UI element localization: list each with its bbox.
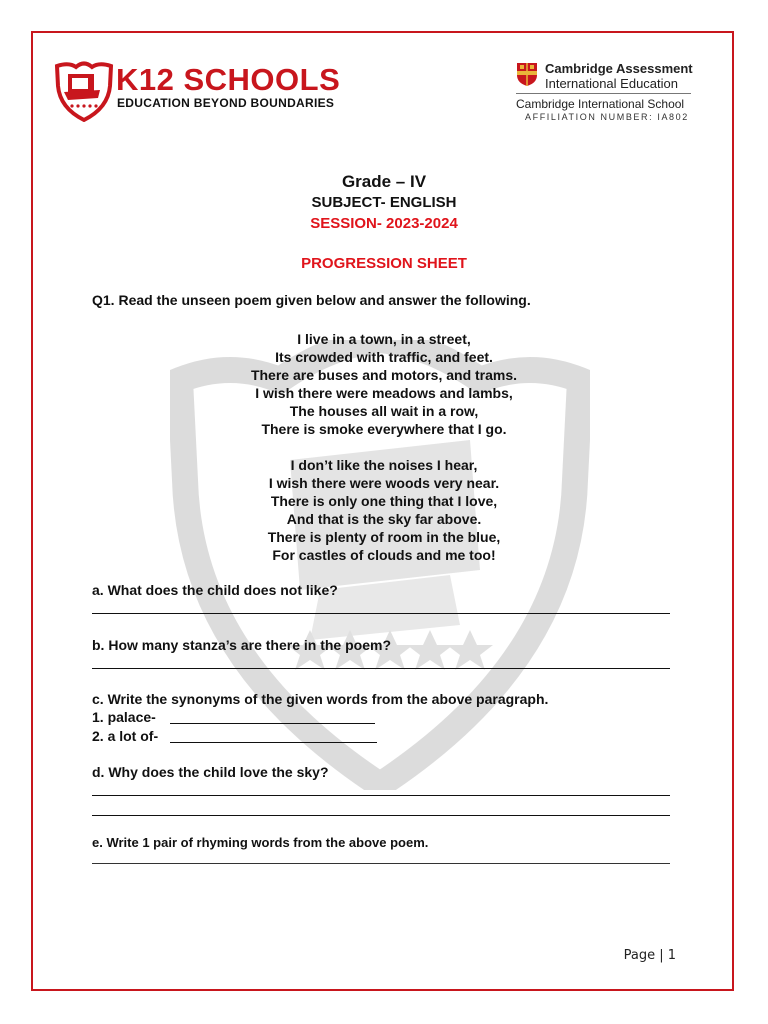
school-tagline: EDUCATION BEYOND BOUNDARIES xyxy=(117,96,335,110)
question-c2: 2. a lot of- xyxy=(92,728,159,744)
poem-line: The houses all wait in a row, xyxy=(289,403,479,419)
poem-line: There is only one thing that I love, xyxy=(270,493,498,509)
answer-line-d1[interactable] xyxy=(92,795,670,796)
cambridge-divider xyxy=(516,93,691,94)
question-b: b. How many stanza’s are there in the poem? xyxy=(92,637,391,653)
answer-line-a[interactable] xyxy=(92,613,670,614)
answer-line-e[interactable] xyxy=(92,863,670,864)
cambridge-school: Cambridge International School xyxy=(516,97,685,111)
question-c: c. Write the synonyms of the given words from the above paragraph. xyxy=(92,691,549,707)
poem-line: There are buses and motors, and trams. xyxy=(250,367,518,383)
question-d: d. Why does the child love the sky? xyxy=(92,764,329,780)
cambridge-shield-icon xyxy=(516,62,538,87)
sheet-title: PROGRESSION SHEET xyxy=(301,255,467,272)
affiliation-number: AFFILIATION NUMBER: IA802 xyxy=(525,112,689,122)
poem-stanza-2 xyxy=(0,456,768,564)
poem-line: There is plenty of room in the blue, xyxy=(267,529,501,545)
poem-line: I wish there were meadows and lambs, xyxy=(255,385,513,401)
question-1-heading: Q1. Read the unseen poem given below and answer the following. xyxy=(92,292,531,308)
question-a: a. What does the child does not like? xyxy=(92,582,338,598)
answer-line-c2[interactable] xyxy=(170,742,377,743)
session-title: SESSION- 2023-2024 xyxy=(310,215,458,232)
grade-title: Grade – IV xyxy=(341,172,427,191)
subject-title: SUBJECT- ENGLISH xyxy=(311,194,457,211)
answer-line-d2[interactable] xyxy=(92,815,670,816)
answer-line-b[interactable] xyxy=(92,668,670,669)
poem-line: And that is the sky far above. xyxy=(286,511,482,527)
question-c1: 1. palace- xyxy=(92,709,156,725)
poem-stanza-1 xyxy=(0,330,768,438)
poem-line: I wish there were woods very near. xyxy=(268,475,500,491)
k12-shield-logo xyxy=(54,60,114,122)
poem-line: I live in a town, in a street, xyxy=(297,331,471,347)
poem-line: For castles of clouds and me too! xyxy=(272,547,496,563)
page-number: Page | 1 xyxy=(623,948,676,963)
answer-line-c1[interactable] xyxy=(170,723,375,724)
cambridge-subtitle: International Education xyxy=(545,76,678,91)
school-name: K12 SCHOOLS xyxy=(116,62,341,97)
poem-line: I don’t like the noises I hear, xyxy=(290,457,478,473)
question-e: e. Write 1 pair of rhyming words from the above poem. xyxy=(92,835,429,850)
poem-line: There is smoke everywhere that I go. xyxy=(261,421,507,437)
cambridge-title: Cambridge Assessment xyxy=(545,61,693,76)
poem-line: Its crowded with traffic, and feet. xyxy=(275,349,493,365)
